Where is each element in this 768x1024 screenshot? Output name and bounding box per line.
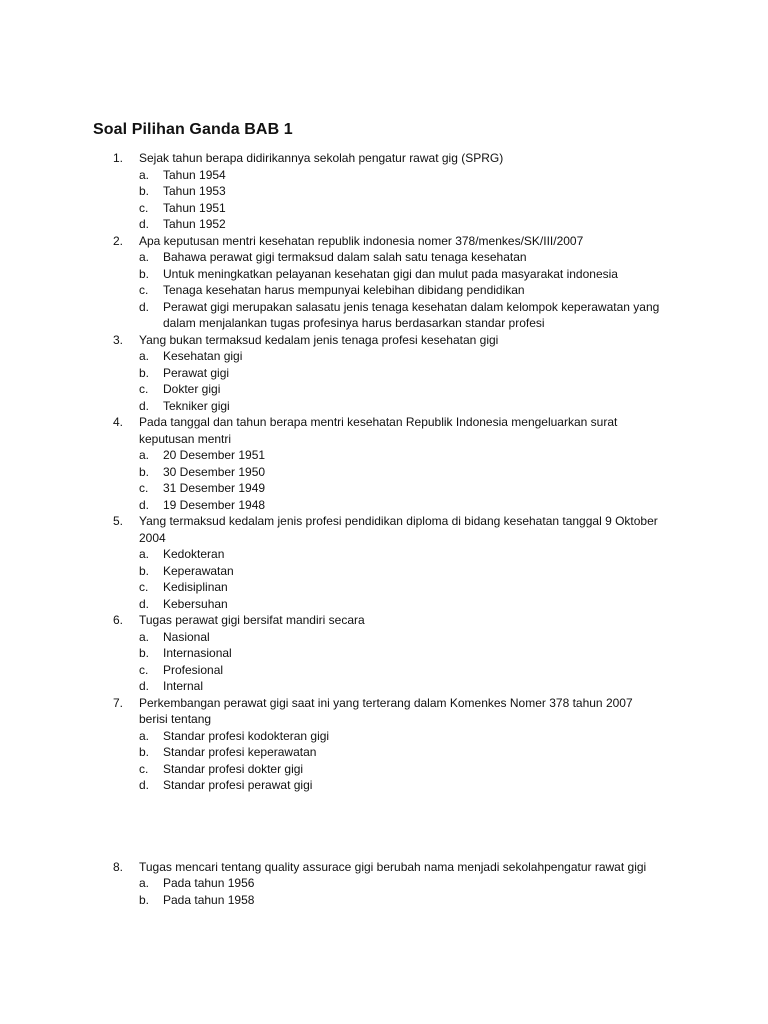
option-list bbox=[139, 728, 661, 794]
page-title: Soal Pilihan Ganda BAB 1 bbox=[93, 121, 293, 138]
option-text: Pada tahun 1958 bbox=[163, 892, 255, 907]
option-label: d. bbox=[139, 778, 150, 792]
option-label: b. bbox=[139, 184, 150, 198]
option-text: Untuk meningkatkan pelayanan kesehatan gigi dan mulut pada masyarakat indonesia bbox=[163, 266, 618, 281]
option-c bbox=[139, 662, 663, 679]
option-text: Perawat gigi merupakan salasatu jenis tenaga kesehatan dalam kelompok keperawatan yang dalam menjalankan tugas profesinya harus berdasarkan standar profesi bbox=[163, 299, 660, 330]
option-text: Tahun 1952 bbox=[163, 217, 226, 231]
option-a bbox=[139, 348, 663, 365]
question-text: Perkembangan perawat gigi saat ini yang terterang dalam Komenkes Nomer 378 tahun 2007 berisi tentang bbox=[139, 695, 633, 726]
option-a bbox=[139, 546, 663, 563]
question-8 bbox=[0, 859, 661, 909]
option-label: d. bbox=[139, 217, 150, 231]
option-b bbox=[139, 563, 663, 580]
question-text: Tugas perawat gigi bersifat mandiri secara bbox=[139, 613, 365, 627]
question-text: Sejak tahun berapa didirikannya sekolah pengatur rawat gig (SPRG) bbox=[139, 151, 504, 165]
option-a bbox=[139, 875, 663, 892]
option-text: Profesional bbox=[163, 662, 224, 677]
option-a bbox=[139, 447, 663, 464]
option-label: b. bbox=[139, 365, 150, 380]
option-a bbox=[139, 167, 663, 184]
option-text: 19 Desember 1948 bbox=[163, 497, 266, 512]
option-text: 30 Desember 1950 bbox=[163, 464, 266, 479]
option-text: Internasional bbox=[163, 646, 232, 660]
option-a bbox=[139, 629, 663, 646]
option-label: b. bbox=[139, 892, 150, 907]
question-number: 2. bbox=[113, 233, 124, 248]
option-list bbox=[139, 629, 661, 695]
option-text: Tahun 1953 bbox=[163, 184, 226, 198]
option-list bbox=[139, 249, 661, 332]
option-d bbox=[139, 596, 663, 613]
option-label: a. bbox=[139, 629, 150, 644]
option-c bbox=[139, 480, 663, 497]
option-b bbox=[139, 464, 663, 481]
question-5 bbox=[0, 513, 661, 612]
question-number: 8. bbox=[113, 859, 124, 874]
question-text: Apa keputusan mentri kesehatan republik indonesia nomer 378/menkes/SK/III/2007 bbox=[139, 233, 584, 248]
option-label: b. bbox=[139, 745, 150, 759]
option-c bbox=[139, 761, 663, 778]
question-number: 1. bbox=[113, 151, 124, 165]
option-label: d. bbox=[139, 679, 150, 693]
question-3 bbox=[0, 332, 661, 415]
option-text: Keperawatan bbox=[163, 563, 234, 578]
option-list bbox=[139, 546, 661, 612]
option-label: b. bbox=[139, 266, 150, 281]
option-d bbox=[139, 497, 663, 514]
option-b bbox=[139, 266, 663, 283]
question-7 bbox=[0, 695, 661, 794]
question-number: 6. bbox=[113, 613, 124, 627]
option-label: a. bbox=[139, 547, 150, 561]
option-b bbox=[139, 365, 663, 382]
option-text: Dokter gigi bbox=[163, 382, 221, 396]
blank-space bbox=[0, 794, 768, 859]
option-text: Tahun 1951 bbox=[163, 200, 226, 215]
option-text: Tenaga kesehatan harus mempunyai kelebihan dibidang pendidikan bbox=[163, 283, 525, 297]
option-list bbox=[139, 167, 661, 233]
option-text: Kedisiplinan bbox=[163, 580, 228, 594]
question-number: 5. bbox=[113, 514, 124, 528]
option-label: d. bbox=[139, 299, 150, 314]
question-text: Yang termaksud kedalam jenis profesi pendidikan diploma di bidang kesehatan tanggal 9 Oktober 2004 bbox=[139, 514, 658, 545]
option-c bbox=[139, 200, 663, 217]
option-label: c. bbox=[139, 382, 149, 396]
question-6 bbox=[0, 612, 661, 695]
option-d bbox=[139, 678, 663, 695]
option-label: d. bbox=[139, 596, 150, 611]
option-label: c. bbox=[139, 283, 149, 297]
option-text: Standar profesi keperawatan bbox=[163, 745, 317, 759]
option-text: Tahun 1954 bbox=[163, 167, 226, 182]
option-text: Pada tahun 1956 bbox=[163, 876, 255, 890]
option-label: c. bbox=[139, 580, 149, 594]
question-number: 4. bbox=[113, 415, 124, 429]
option-text: Kesehatan gigi bbox=[163, 349, 243, 363]
option-list bbox=[139, 447, 661, 513]
option-text: Standar profesi dokter gigi bbox=[163, 761, 304, 776]
option-label: b. bbox=[139, 464, 150, 479]
question-text: Pada tanggal dan tahun berapa mentri kesehatan Republik Indonesia mengeluarkan surat keputusan mentri bbox=[139, 415, 618, 446]
option-text: Standar profesi perawat gigi bbox=[163, 778, 313, 792]
option-b bbox=[139, 744, 663, 761]
option-list bbox=[139, 875, 661, 908]
option-label: a. bbox=[139, 167, 150, 182]
question-1 bbox=[0, 150, 661, 233]
option-text: Standar profesi kodokteran gigi bbox=[163, 728, 330, 743]
option-label: d. bbox=[139, 398, 150, 413]
option-label: a. bbox=[139, 448, 150, 462]
question-4 bbox=[0, 414, 661, 513]
option-text: Tekniker gigi bbox=[163, 398, 230, 413]
question-number: 7. bbox=[113, 695, 124, 710]
option-c bbox=[139, 381, 663, 398]
option-label: c. bbox=[139, 761, 149, 776]
option-label: a. bbox=[139, 728, 150, 743]
option-label: b. bbox=[139, 646, 150, 660]
option-label: a. bbox=[139, 876, 150, 890]
question-text: Tugas mencari tentang quality assurace gigi berubah nama menjadi sekolahpengatur rawat gigi bbox=[139, 859, 647, 874]
question-number: 3. bbox=[113, 332, 124, 347]
option-list bbox=[139, 348, 661, 414]
question-text: Yang bukan termaksud kedalam jenis tenaga profesi kesehatan gigi bbox=[139, 332, 499, 347]
option-text: Internal bbox=[163, 679, 204, 693]
option-text: Perawat gigi bbox=[163, 365, 230, 380]
option-label: c. bbox=[139, 200, 149, 215]
option-a bbox=[139, 728, 663, 745]
option-d bbox=[139, 299, 663, 332]
option-d bbox=[139, 777, 663, 794]
question-2 bbox=[0, 233, 661, 332]
option-a bbox=[139, 249, 663, 266]
option-text: Bahawa perawat gigi termaksud dalam salah satu tenaga kesehatan bbox=[163, 250, 527, 264]
option-text: 20 Desember 1951 bbox=[163, 448, 266, 462]
option-text: Kedokteran bbox=[163, 547, 225, 561]
option-c bbox=[139, 282, 663, 299]
option-label: c. bbox=[139, 662, 149, 677]
question-list bbox=[0, 150, 768, 908]
option-b bbox=[139, 645, 663, 662]
option-label: a. bbox=[139, 349, 150, 363]
option-label: c. bbox=[139, 481, 149, 495]
option-label: d. bbox=[139, 497, 150, 512]
option-text: 31 Desember 1949 bbox=[163, 481, 266, 495]
option-label: a. bbox=[139, 250, 150, 264]
option-b bbox=[139, 183, 663, 200]
option-d bbox=[139, 398, 663, 415]
option-text: Nasional bbox=[163, 629, 210, 644]
option-b bbox=[139, 892, 663, 909]
option-d bbox=[139, 216, 663, 233]
option-label: b. bbox=[139, 563, 150, 578]
option-c bbox=[139, 579, 663, 596]
option-text: Kebersuhan bbox=[163, 596, 228, 611]
